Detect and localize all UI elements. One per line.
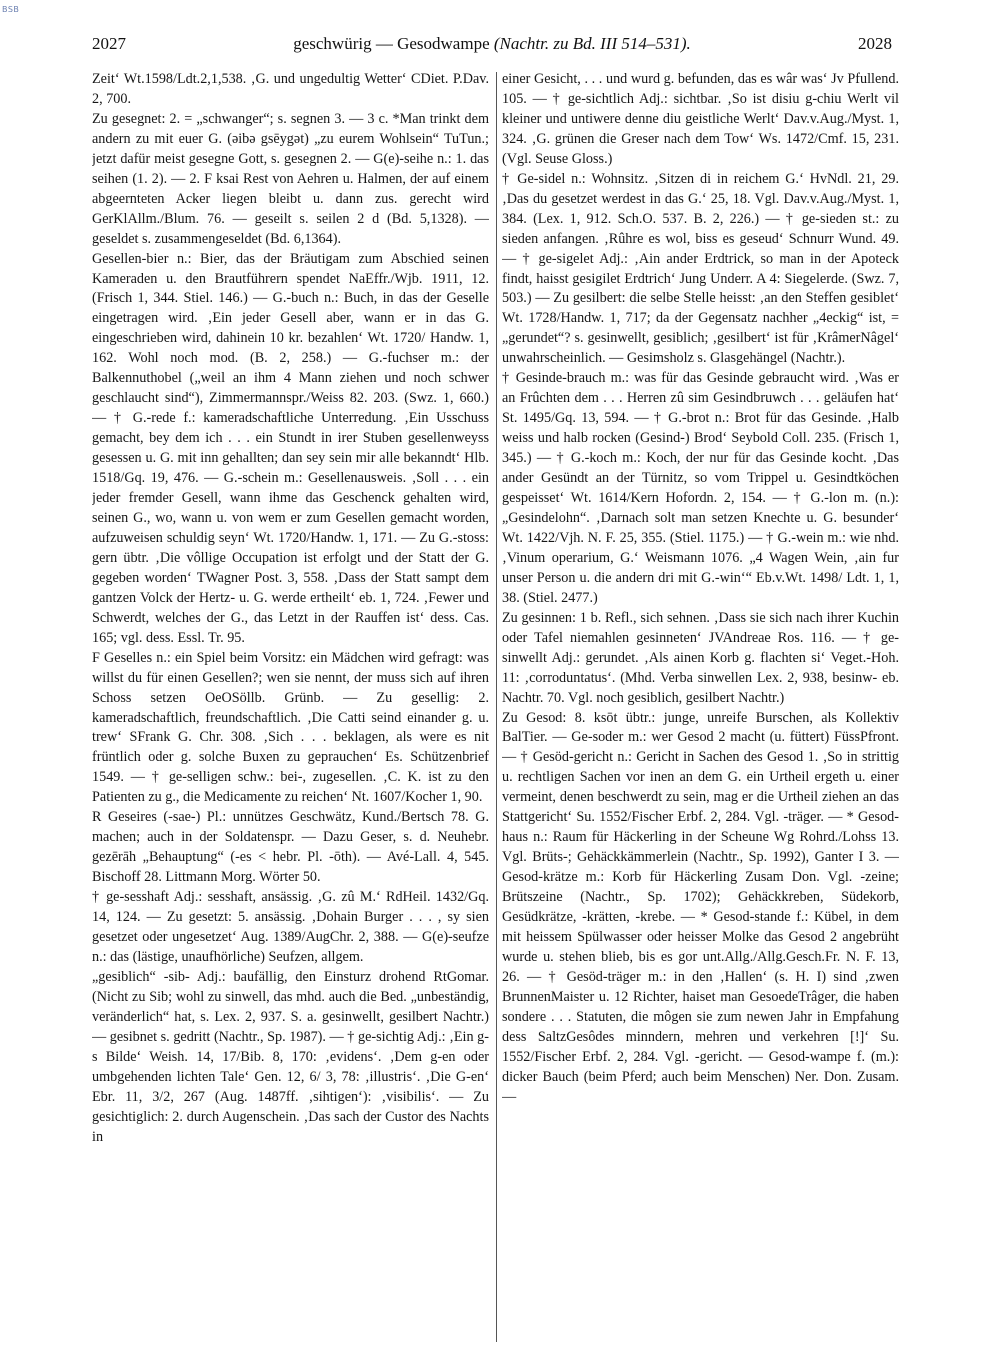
- running-title: [92, 34, 892, 54]
- title-lemmas: geschwürig — Gesodwampe: [293, 34, 490, 53]
- paragraph: F Geselles n.: ein Spiel beim Vorsitz: ein Mädchen wird gefragt: was willst du für einen Gesellen?; wen sie nennt, der muss sich auf ihren Schoss setzen OeOSöllb. Grünb. — Zu gesellig: 2. kameradschaftlich, freundschaftlich. ‚Die Catti seind einander g. u. trew‘ SFrank G. Chr. 308. ‚Sich . . . beklagen, als were es nit früntlich oder g. solche Buxen zu geprauchen‘ Es. Schützenbrief 1549. — † ge-selligen schw.: bei-, zugesellen. ‚C. K. ist zu den Patienten zu g., die Medicamente zu reichen‘ Nt. 1607/Kocher 1, 90.: [92, 649, 489, 806]
- library-stamp: BSB: [2, 5, 20, 14]
- page-number-left: 2027: [92, 34, 126, 53]
- column-divider: [496, 72, 497, 1342]
- paragraph: Zeit‘ Wt.1598/Ldt.2,1,538. ‚G. und ungedultig Wetter‘ CDiet. P.Dav. 2, 700.: [92, 71, 489, 107]
- left-column: [92, 70, 489, 1358]
- running-header: [92, 34, 892, 56]
- right-column: [502, 70, 899, 1358]
- title-note: (Nachtr. zu Bd. III 514–531).: [493, 34, 691, 53]
- paragraph: einer Gesicht, . . . und wurd g. befunden, das es wâr was‘ Jv Pfullend. 105. — † ge-sichtlich Adj.: sichtbar. ‚So ist disiu g-chiu Werlt vil kleiner und untiwere denne diu geistliche Werlt‘ Dav.v.Aug./Myst. 1, 324. ‚G. grünen die Greser nach dem Tow‘ Ws. 1472/Cmf. 15, 231. (Vgl. Seuse Gloss.): [502, 71, 899, 167]
- paragraph: † Gesinde-brauch m.: was für das Gesinde gebraucht wird. ‚Was er an Frûchten dem . . . Herren zû sim Gesindbruwch . . . geläufen hat‘ St. 1495/Gq. 13, 594. — † G.-brot n.: Brot für das Gesinde. ‚Halb weiss und halb rocken (Gesind-) Brod‘ Seybold Coll. 235. (Frisch 1, 345.) — † G.-koch m.: Koch, der nur für das Gesinde kocht. ‚Das ander Gesündt an der Türnitz, so vom Trippel u. Gesindtköchen gespeisset‘ Wt. 1614/Kern Hofordn. 2, 154. — † G.-lon m. (n.): „Gesindelohn“. ‚Darnach solt man setzen Knechte u. G. besunder‘ Wt. 1422/Vjh. N. F. 25, 355. (Stiel. 1175.) — † G.-wein m.: wie nhd. ‚Vinum operarium, G.‘ Weismann 1076. „4 Wagen Wein, ‚ain fur unser Person u. die andern dri mit G.-win‘“ Eb.v.Wt. 1498/ Ldt. 1, 1, 38. (Stiel. 2477.): [502, 370, 899, 606]
- paragraph: Gesellen-bier n.: Bier, das der Bräutigam zum Abschied seinen Kameraden u. den Brautführern spendet NaEffr./Wjb. 1911, 12. (Frisch 1, 344. Stiel. 146.) — G.-buch n.: Buch, in das der Geselle eingetragen wird. ‚Ein jeder Gesell aber, wann er in das G. eingeschrieben wird, dahinein 10 kr. bezahlen‘ Wt. 1720/ Handw. 1, 162. Wohl noch mod. (B. 2, 258.) — G.-fuchser m.: der Balkennuthobel („weil an ihm 4 Mann ziehen und noch schwer geschlaucht sind“), Zimmermannspr./Weiss 82. 203. (Swz. 1, 660.) — † G.-rede f.: kameradschaftliche Unterredung. ‚Ein Usschuss gemacht, bey dem ich . . . ein Stundt in irer Stuben gesellenweyss gesessen u. G. mit inn gehallten; dan sey sein mir alle bekanndt‘ Hlb. 1518/Gq. 19, 476. — G.-schein m.: Gesellenausweis. ‚Soll . . . ein jeder fremder Gesell, wann ihme das Geschenck gehalten wird, seinen G., wo, wann u. von wem er zum Gesellen gemacht worden, aufzuweisen schuldig seyn‘ Wt. 1720/Handw. 1, 171. — Zu G.-stoss: gern übtr. ‚Die vôllige Occupation ist erfolgt und der Statt der G. gegeben worden‘ TWagner Post. 3, 558. ‚Dass der Statt sampt dem gantzen Volck der Hertz- u. G. werde ertheilt‘ eb. 1, 724. ‚Fewer und Schwerdt, welches der G., das Letzt in der Rauffen ist‘ dess. Cas. 165; vgl. dess. Essl. Tr. 95.: [92, 250, 489, 646]
- paragraph: Zu gesegnet: 2. = „schwanger“; s. segnen 3. — 3 c. *Man trinkt dem andern zu mit euer G. (əibə gsēygət) „zu eurem Wohlsein“ TuTun.; jetzt dafür meist gesegne Gott, s. gesegnen 2. — G(e)-seihe n.: 1. das seihen (1. 2). — 2. F ksai Rest von Aehren u. Halmen, der auf einem abgeernteten Acker liegen bleibt u. dann zus. gerecht wird GerKlAllm./Blum. 76. — geseilt s. seilen 2 d (Bd. 5,1328). — geseldet s. zusammengeseldet (Bd. 6,1364).: [92, 110, 489, 247]
- paragraph: R Geseires (-sae-) Pl.: unnützes Geschwätz, Kund./Bertsch 78. G. machen; auch in der Soldatenspr. — Dazu Geser, s. d. Neuhebr. gezērāh „Behauptung“ (-es < hebr. Pl. -ōth). — Avé-Lall. 4, 545. Bischoff 28. Littmann Morg. Wörter 50.: [92, 809, 489, 886]
- paragraph: Zu Gesod: 8. ksōt übtr.: junge, unreife Burschen, als Kollektiv BalTier. — Ge-soder m.: wer Gesod 2 macht (u. füttert) FüssPfront. — † Gesöd-gericht n.: Gericht in Sachen des Gesod 1. ‚So in strittig u. rechtligen Sachen vor inen an dem G. ein Urtheil ergeth u. einer vermeint, denen beschwerdt zu sein, mag er die Urtheil ziehen an das Stattgericht‘ Su. 1552/Fischer Erbf. 2, 284. Vgl. -träger. — * Gesod-haus n.: Raum für Häckerling in der Scheune Wg Rohrd./Lohss 13. Vgl. Brüts-; Gehäckkämmerlein (Nachtr., Sp. 1992), Ganter I 3. — Gesod-krätze m.: Korb für Häckerling Zusam Don. Vgl. -zeine; Brütszeine (Nachtr., Sp. 1702); Gehäckkreben, Südekorb, Gesüdkrätze, -krätten, -krebe. — * Gesod-stande f.: Kübel, in dem mit heissem Spülwasser oder heisser Molke das Gesod 2 angebrüht wurde u. stehen blieb, bis es gor unt.Allg./Allg.Gesch.Fr. N. F. 13, 26. — † Gesöd-träger m.: in den ‚Hallen‘ (s. H. I) sind ‚zwen BrunnenMaister u. 12 Richter, haiset man GesoedeTrâger, die haben sondere . . . Statuten, die môgen sie zum newen Jahr in Empfahung dess SaltzGesôdes minndern, mehren und verkehren [!]‘ Su. 1552/Fischer Erbf. 2, 284. Vgl. -gericht. — Gesod-wampe f. (m.): dicker Bauch (beim Pferd; auch beim Menschen) Ner. Don. Zusam. —: [502, 709, 899, 1105]
- paragraph: „gesiblich“ -sib- Adj.: baufällig, den Einsturz drohend RtGomar. (Nicht zu Sib; wohl zu sinwell, das mhd. auch die Bed. „unbeständig, veränderlich“ hat, s. Lex. 2, 937. S. a. gesinwellt, gesilbert Nachtr.) — gesibnet s. gedritt (Nachtr., Sp. 1987). — † ge-sichtig Adj.: ‚Ein g-s Bilde‘ Weish. 14, 17/Bib. 8, 170: ‚evidens‘. ‚Dem g-en oder umbgehenden lichten Tale‘ Gen. 12, 6/ 3, 78: ‚illustris‘. ‚Die G-en‘ Ebr. 11, 3/2, 267 (Aug. 1487ff. ‚sihtigen‘): ‚visibilis‘. — Zu gesichtiglich: 2. durch Augenschein. ‚Das sach der Custor des Nachts in: [92, 968, 489, 1145]
- page-number-right: 2028: [858, 34, 892, 53]
- paragraph: † Ge-sidel n.: Wohnsitz. ‚Sitzen di in reichem G.‘ HvNdl. 21, 29. ‚Das du gesetzet werdest in das G.‘ 25, 18. Vgl. Dav.v.Aug./Myst. 1, 384. (Lex. 1, 912. Sch.O. 537. B. 2, 226.) — † ge-sieden st.: zu sieden anfangen. ‚Rûhre es wol, biss es geseud‘ Schnurr Wund. 49. — † ge-sigelet Adj.: ‚Ain ander Erdtrick, so man in der Apoteck findt, haisst gesigilet Erdtrich‘ Jung Underr. A 4: Siegelerde. (Swz. 7, 503.) — Zu gesilbert: die selbe Stelle heisst: ‚an den Steffen gesiblet‘ Wt. 1728/Handw. 1, 717; da der Gegensatz nachher „4eckig“ ist, = „gerundet“? s. gesinwellt, gesiblich; ‚gesilbert‘ ist für ‚KrâmerNâgel‘ unwahrscheinlich. — Gesimsholz s. Glasgehängel (Nachtr.).: [502, 170, 899, 367]
- paragraph: † ge-sesshaft Adj.: sesshaft, ansässig. ‚G. zû M.‘ RdHeil. 1432/Gq. 14, 124. — Zu gesetzt: 5. ansässig. ‚Dohain Burger . . . , sy sien gesetzet oder ungesetzet‘ Aug. 1389/AugChr. 2, 388. — G(e)-seufze n.: das (lästige, unaufhörliche) Seufzen, allgem.: [92, 889, 489, 965]
- paragraph: Zu gesinnen: 1 b. Refl., sich sehnen. ‚Dass sie sich nach ihrer Kuchin oder Tafel niemahlen gesinneten‘ JVAndreae Ros. 116. — † ge-sinwellt Adj.: gerundet. ‚Als ainen Korb g. flachten si‘ Veget.-Hoh. 11: ‚corroduntatus‘. (Mhd. Verba sinwellen Lex. 2, 938, besinw- eb. Nachtr. 70. Vgl. noch gesiblich, gesilbert Nachtr.): [502, 609, 899, 706]
